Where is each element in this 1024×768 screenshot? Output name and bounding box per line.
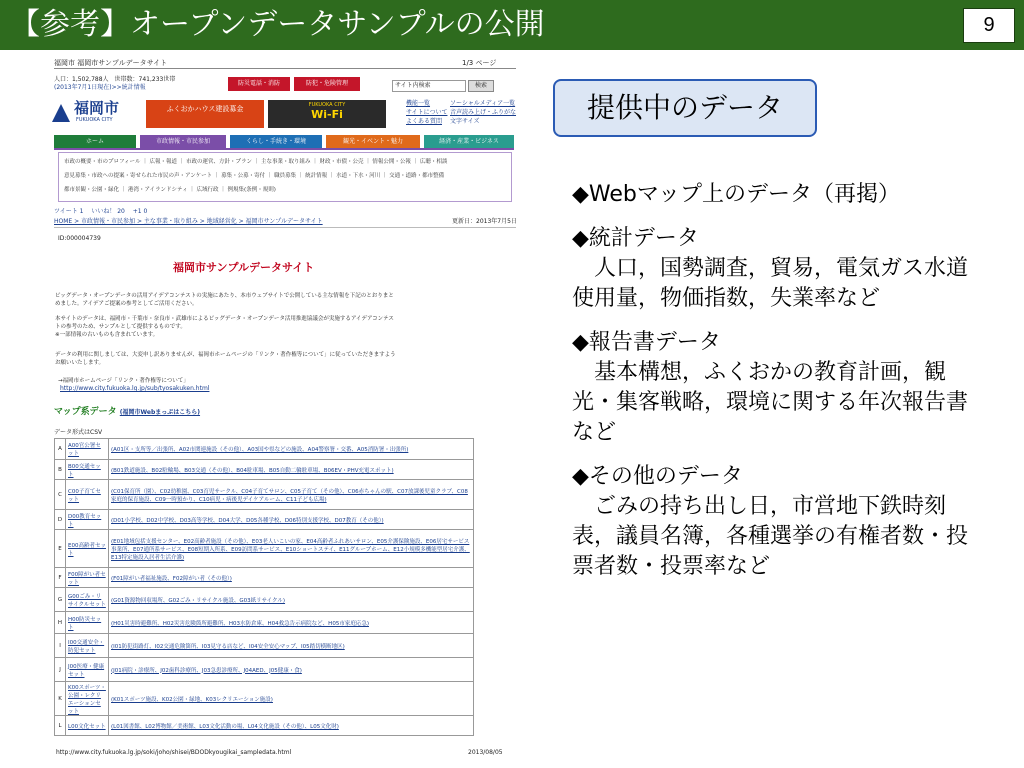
section-heading-reports: ◆報告書データ (572, 330, 721, 355)
row-set-link[interactable]: D00教育セット (66, 510, 109, 530)
row-id: E (55, 530, 66, 568)
row-id: C (55, 480, 66, 510)
slide-header (0, 0, 1024, 50)
sub-nav-line-3[interactable]: 都市景観・公園・緑化 ｜ 港湾・アイランドシティ ｜ 広域行政 ｜ 例規集(条例・規則) (64, 187, 276, 193)
map-data-table (54, 438, 474, 736)
nav-tab-home[interactable]: ホーム (54, 135, 136, 148)
section-body-other: ごみの持ち出し日，市営地下鉄時刻表，議員名簿，各種選挙の有権者数・投票者数・投票率など (572, 494, 969, 579)
row-set-link[interactable]: C00子育てセット (66, 480, 109, 510)
housing-banner[interactable] (146, 100, 264, 128)
logo-text: 福岡市 (74, 99, 120, 117)
row-id: A (55, 439, 66, 460)
map-data-heading (54, 407, 200, 418)
table-row (55, 658, 474, 682)
website-nav (50, 135, 520, 148)
row-set-link[interactable]: J00医療・健康セット (66, 658, 109, 682)
population-date: (2013年7月1日現在)>>統計情報 (54, 84, 146, 91)
intro-line-7: お願いいたします。 (55, 360, 105, 366)
row-items[interactable]: (G01資源物回収場所、G02ごみ・リサイクル施設、G03紙リサイクル) (109, 588, 474, 612)
map-heading-text: マップ系データ (54, 407, 117, 417)
logo-sub: FUKUOKA CITY (76, 117, 113, 123)
data-list (572, 180, 972, 582)
row-items[interactable]: (H01災害時避難所、H02災害危険箇所避難所、H03水防倉庫、H04救急告示病院など、H05市家庭応急) (109, 612, 474, 634)
wifi-banner-text: Wi-Fi (311, 108, 343, 121)
section-body-stats: 人口，国勢調査，貿易，電気ガス水道使用量，物価指数，失業率など (572, 256, 969, 311)
nav-tab-tourism[interactable]: 観光・イベント・魅力 (326, 135, 420, 148)
search-button[interactable]: 検索 (468, 80, 494, 92)
header-link-reading[interactable]: 音声読み上げ・ふりがな (450, 109, 517, 116)
row-items[interactable]: (D01小学校、D02中学校、D03高等学校、D04大学、D05各種学校、D06特別支援学校、D07教育（その他）) (109, 510, 474, 530)
section-gap (572, 210, 972, 224)
sub-nav-box (58, 152, 512, 202)
row-set-link[interactable]: A00官公署セット (66, 439, 109, 460)
intro-line-8: →福岡市ホームページ「リンク・著作権等について」 (58, 378, 189, 384)
row-id: J (55, 658, 66, 682)
nav-underline (54, 148, 514, 150)
crumb-path[interactable]: HOME > 市政情報・市民参加 > 主な事業・取り組み > 地域経営化 > 福岡市サンプルデータサイト (54, 218, 323, 225)
row-items[interactable]: (K01スポーツ施設、K02公園・緑地、K03レクリエーション施設) (109, 682, 474, 716)
updated-date: 更新日：2013年7月5日 (452, 218, 517, 225)
table-row (55, 530, 474, 568)
content-divider (54, 227, 516, 228)
section-heading-stats: ◆統計データ (572, 226, 699, 251)
table-row (55, 568, 474, 588)
footer-url: http://www.city.fukuoka.lg.jp/soki/joho/shisei/BDODkyougikai_sampledata.html (56, 749, 292, 756)
row-set-link[interactable]: K00スポーツ・公園・レクリエーションセット (66, 682, 109, 716)
sub-nav-line-1[interactable]: 市政の概要・市のプロフィール ｜ 広報・報道 ｜ 市政の運営、方針・プラン ｜ 主な事業・取り組み ｜ 財政・市債・公売 ｜ 情報公開・公報 ｜ 広聴・相談 (64, 159, 448, 165)
wifi-banner-sub: FUKUOKA CITY (308, 102, 346, 108)
row-id: K (55, 682, 66, 716)
provided-data-label: 提供中のデータ (586, 91, 783, 124)
row-items[interactable]: (F01障がい者福祉施設、F02障がい者（その他）) (109, 568, 474, 588)
top-divider (54, 68, 516, 69)
website-main-title: 福岡市サンプルデータサイト (173, 261, 315, 274)
row-items[interactable]: (L01図書館、L02博物館／美術館、L03文化活動の場、L04文化施設（その他）、L05文化財) (109, 716, 474, 736)
intro-line-3: 本サイトのデータは、福岡市・千葉市・奈良市・武雄市によるビッグデータ・オープンデータ活用推進協議会が実施するアイデアコンテス (55, 316, 394, 322)
row-set-link[interactable]: H00防災セット (66, 612, 109, 634)
header-link-about[interactable]: サイトについて (406, 109, 448, 116)
intro-line-6: データの利用に関しましては、大変申し訳ありませんが、福岡市ホームページの「リンク・著作権等について」に従っていただきますよう (55, 352, 396, 358)
section-gap (572, 448, 972, 462)
row-items[interactable]: (A01区・支所等／出張所、A02市関連施設（その他）、A03国や県などの施設、A04警察署・交番、A05消防署・出張所) (109, 439, 474, 460)
row-id: D (55, 510, 66, 530)
website-screenshot (50, 55, 520, 765)
row-set-link[interactable]: B00交通セット (66, 460, 109, 480)
nav-tab-economy[interactable]: 経済・産業・ビジネス (424, 135, 514, 148)
sub-nav-line-2[interactable]: 意見募集・市政への提案・寄せられた市民の声・アンケート ｜ 募集・公募・寄付 ｜ 職員募集 ｜ 統計情報 ｜ 水道・下水・河川 ｜ 交通・道路・都市整備 (64, 173, 445, 179)
table-row (55, 682, 474, 716)
wifi-banner[interactable] (268, 100, 386, 128)
footer-date: 2013/08/05 (468, 749, 503, 756)
fukuoka-logo[interactable] (50, 98, 140, 128)
header-link-social[interactable]: ソーシャルメディア一覧 (450, 100, 516, 107)
intro-line-5: ※一部情報の古いものも含まれています。 (55, 332, 159, 338)
intro-line-4: トの参考のため、サンプルとして提供するものです。 (55, 324, 186, 330)
table-caption: データ形式はCSV (54, 429, 103, 436)
section-heading-other: ◆その他のデータ (572, 464, 743, 489)
table-row (55, 460, 474, 480)
section-gap (572, 314, 972, 328)
slide-title: 【参考】オープンデータサンプルの公開 (10, 7, 545, 42)
row-id: B (55, 460, 66, 480)
table-row (55, 634, 474, 658)
row-set-link[interactable]: E00高齢者セット (66, 530, 109, 568)
section-heading-webmap: ◆Webマップ上のデータ（再掲） (572, 182, 901, 207)
table-row (55, 439, 474, 460)
row-items[interactable]: (C01保育所（園）、C02幼稚園、C03育児サークル、C04子育てサロン、C05子育て（その他）、C06赤ちゃんの駅、C07放課後児童クラブ、C08家庭的保育施設、C09一時預かり、C10病児・病後児デイケアルーム、C11子ども広場) (109, 480, 474, 510)
social-row[interactable]: ツイート 1 いいね！ 20 +1 0 (54, 208, 148, 215)
table-row (55, 510, 474, 530)
nav-tab-life[interactable]: くらし・手続き・環境 (230, 135, 322, 148)
row-id: L (55, 716, 66, 736)
table-row (55, 612, 474, 634)
copyright-link[interactable]: http://www.city.fukuoka.lg.jp/sub/tyosakuken.html (60, 385, 210, 392)
webmap-link[interactable]: (福岡市Webまっぷはこちら) (119, 409, 201, 416)
website-breadcrumb-top: 福岡市 福岡市サンプルデータサイト (54, 59, 168, 67)
table-row (55, 588, 474, 612)
header-link-faq[interactable]: よくある質問 (406, 118, 443, 125)
housing-banner-text: ふくおかハウス建設募金 (166, 105, 244, 113)
row-set-link[interactable]: G00ごみ・リサイクルセット (66, 588, 109, 612)
page-indicator: 1/3 ページ (462, 59, 497, 67)
site-search-input[interactable]: サイト内検索 (392, 80, 466, 92)
row-set-link[interactable]: I00交通安全・防犯セット (66, 634, 109, 658)
header-link-features[interactable]: 機能一覧 (406, 100, 431, 107)
row-id: I (55, 634, 66, 658)
emergency-button[interactable]: 防災電話・消防 (228, 77, 290, 91)
intro-line-2: めました。アイデアご提案の参考としてご活用ください。 (55, 301, 198, 307)
row-set-link[interactable]: L00文化セット (66, 716, 109, 736)
row-items[interactable]: (J01病院・診療所、J02歯科診療所、J03急患診療所、J04AED、J05健康・食) (109, 658, 474, 682)
population-text: 人口：1,502,788人 世帯数：741,233世帯 (54, 76, 176, 83)
header-link-fontsize[interactable]: 文字サイズ (450, 118, 480, 125)
crime-button[interactable]: 防犯・危険管理 (294, 77, 360, 91)
page-number: 9 (963, 8, 1015, 43)
page-id: ID:000004739 (58, 235, 101, 242)
provided-data-box (553, 79, 817, 137)
row-id: G (55, 588, 66, 612)
row-items[interactable]: (E01地域包括支援センター、E02高齢者施設（その他）、E03老人いこいの家、E04高齢者ふれあいサロン、E05介護保険施設、E06居宅サービス事業所、E07通所系サービス、E08短期入所系、E09訪問系サービス、E10ショートステイ、E11グループホーム、E12小規模多機能型居宅介護、E13特定施設入居者生活介護) (109, 530, 474, 568)
nav-tab-civic[interactable]: 市政情報・市民参加 (140, 135, 226, 148)
row-items[interactable]: (B01鉄道施設、B02駐輪場、B03交通（その他）、B04駐車場、B05自動二輪駐車場、B06EV・PHV充電スポット) (109, 460, 474, 480)
row-id: F (55, 568, 66, 588)
section-body-reports: 基本構想，ふくおかの教育計画，観光・集客戦略，環境に関する年次報告書など (572, 360, 969, 445)
row-id: H (55, 612, 66, 634)
row-items[interactable]: (I01防犯街路灯、I02交通危険箇所、I03見守る店など、I04安全安心マップ、I05踏切横断地区) (109, 634, 474, 658)
table-row (55, 480, 474, 510)
table-row (55, 716, 474, 736)
intro-line-1: ビッグデータ・オープンデータの活用アイデアコンテストの実施にあたり、本市ウェブサイトで公開している主な情報を下記のとおりまと (55, 293, 394, 299)
row-set-link[interactable]: F00障がい者セット (66, 568, 109, 588)
fukuoka-emblem-icon (52, 104, 70, 122)
